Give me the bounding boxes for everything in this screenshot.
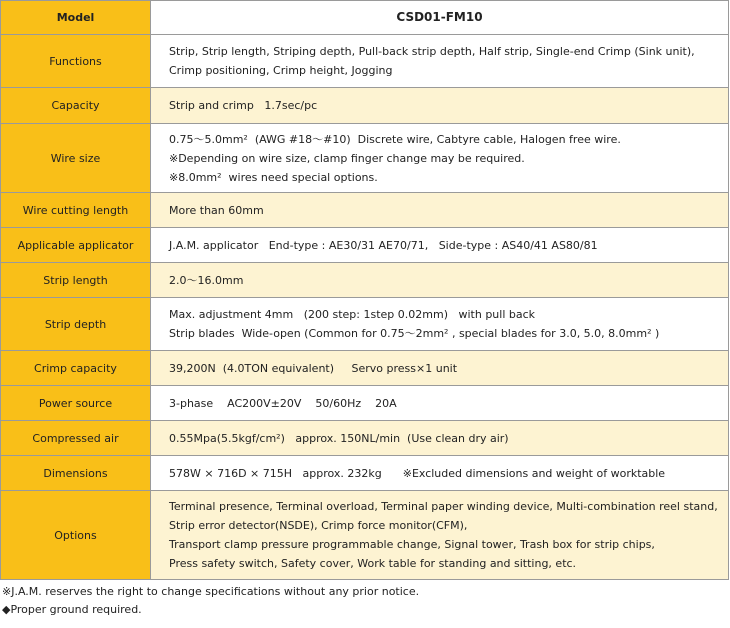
row-label: Strip depth (1, 298, 151, 351)
footnote-disclaimer: ※J.A.M. reserves the right to change specifications without any prior notice. (2, 585, 420, 598)
header-label: Model (1, 1, 151, 35)
table-row (1, 88, 729, 124)
row-value (151, 35, 729, 88)
value-line: ※Depending on wire size, clamp finger change may be required. (169, 151, 525, 165)
row-value (151, 491, 729, 580)
row-label: Wire cutting length (1, 193, 151, 228)
table-row (1, 228, 729, 263)
footnote-ground: ◆Proper ground required. (2, 603, 142, 616)
value-line: 578W × 716D × 715H approx. 232kg ※Excluded dimensions and weight of worktable (169, 466, 666, 480)
row-label: Dimensions (1, 456, 151, 491)
row-label: Strip length (1, 263, 151, 298)
row-label: Capacity (1, 88, 151, 124)
value-line: 2.0～16.0mm (169, 273, 244, 287)
row-value (151, 228, 729, 263)
table-row (1, 421, 729, 456)
value-line: Press safety switch, Safety cover, Work table for standing and sitting, etc. (169, 557, 577, 570)
value-line: Strip, Strip length, Striping depth, Pull-back strip depth, Half strip, Single-end Crimp (Sink unit), (169, 45, 695, 58)
row-label: Wire size (1, 124, 151, 193)
row-label: Applicable applicator (1, 228, 151, 263)
value-line: ※8.0mm² wires need special options. (169, 170, 378, 184)
value-line: 39,200N (4.0TON equivalent) Servo press×1 unit (169, 361, 458, 375)
row-value (151, 456, 729, 491)
footnotes (2, 583, 419, 619)
row-label: Functions (1, 35, 151, 88)
value-line: Max. adjustment 4mm (200 step: 1step 0.02mm) with pull back (169, 308, 536, 321)
row-value (151, 298, 729, 351)
value-line: 0.55Mpa(5.5kgf/cm²) approx. 150NL/min (Use clean dry air) (169, 431, 509, 445)
row-value (151, 193, 729, 228)
row-label: Compressed air (1, 421, 151, 456)
value-line: Terminal presence, Terminal overload, Terminal paper winding device, Multi-combination reel stand, (169, 500, 718, 513)
table-row (1, 298, 729, 351)
row-label: Options (1, 491, 151, 580)
value-line: 0.75～5.0mm² (AWG #18～#10) Discrete wire, Cabtyre cable, Halogen free wire. (169, 132, 621, 146)
table-row (1, 193, 729, 228)
row-label: Power source (1, 386, 151, 421)
header-row (1, 1, 729, 35)
value-line: 3-phase AC200V±20V 50/60Hz 20A (169, 396, 397, 410)
table-row (1, 351, 729, 386)
value-line: More than 60mm (169, 203, 264, 217)
row-value (151, 124, 729, 193)
value-line: Crimp positioning, Crimp height, Jogging (169, 64, 393, 77)
table-row (1, 386, 729, 421)
model-name: CSD01-FM10 (151, 1, 729, 35)
value-line: Strip and crimp 1.7sec/pc (169, 99, 318, 112)
table-row (1, 35, 729, 88)
value-line: Transport clamp pressure programmable change, Signal tower, Trash box for strip chips, (169, 538, 655, 551)
table-row (1, 456, 729, 491)
table-row (1, 491, 729, 580)
table-row (1, 263, 729, 298)
value-line: J.A.M. applicator End-type : AE30/31 AE70/71, Side-type : AS40/41 AS80/81 (169, 238, 598, 252)
value-line: Strip error detector(NSDE), Crimp force monitor(CFM), (169, 519, 468, 532)
table-row (1, 124, 729, 193)
row-value (151, 386, 729, 421)
value-line: Strip blades Wide-open (Common for 0.75～2mm² , special blades for 3.0, 5.0, 8.0mm² ) (169, 327, 660, 340)
row-value (151, 351, 729, 386)
row-value (151, 88, 729, 124)
row-value (151, 421, 729, 456)
row-label: Crimp capacity (1, 351, 151, 386)
row-value (151, 263, 729, 298)
